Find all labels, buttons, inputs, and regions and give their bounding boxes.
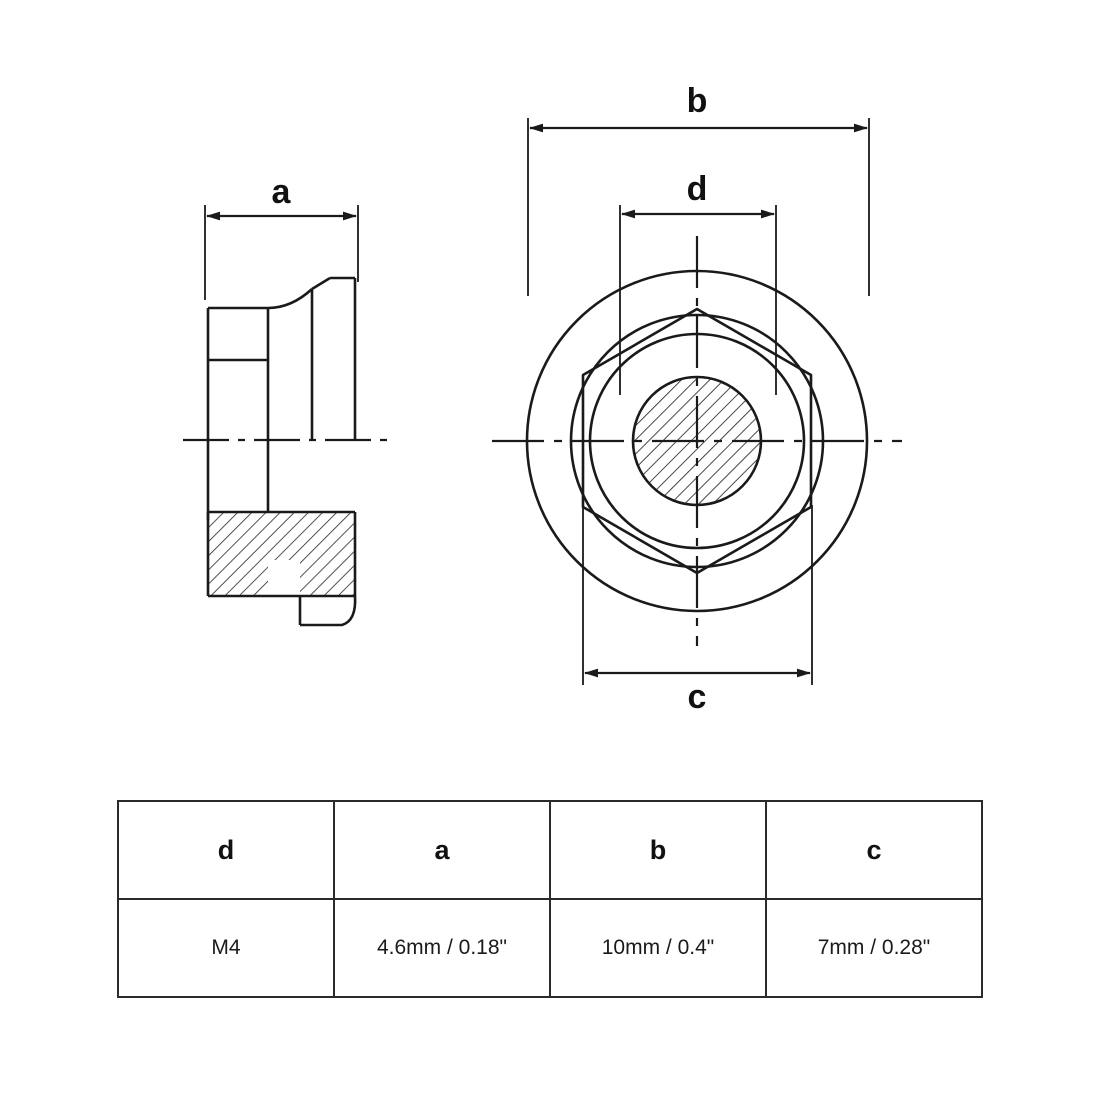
side-view-group bbox=[183, 173, 390, 625]
cell-d-value: M4 bbox=[118, 899, 334, 997]
cell-c-value: 7mm / 0.28" bbox=[766, 899, 982, 997]
table-header-row bbox=[118, 801, 982, 899]
side-section-hatch bbox=[208, 512, 355, 596]
label-c: c bbox=[687, 678, 707, 716]
table-header-d: d bbox=[118, 801, 334, 899]
cell-a-value: 4.6mm / 0.18" bbox=[334, 899, 550, 997]
table-header-b: b bbox=[550, 801, 766, 899]
dimension-table bbox=[117, 800, 983, 998]
side-fillet-upper bbox=[268, 289, 312, 308]
front-view-group bbox=[492, 82, 902, 716]
label-a: a bbox=[271, 173, 291, 211]
side-flange-slope-upper bbox=[312, 278, 330, 289]
table-row bbox=[118, 899, 982, 997]
cell-b-value: 10mm / 0.4" bbox=[550, 899, 766, 997]
table-header-c: c bbox=[766, 801, 982, 899]
label-d-top: d bbox=[686, 170, 708, 208]
side-flange-lower-curve bbox=[300, 596, 355, 625]
table-header-a: a bbox=[334, 801, 550, 899]
label-b: b bbox=[686, 82, 708, 120]
